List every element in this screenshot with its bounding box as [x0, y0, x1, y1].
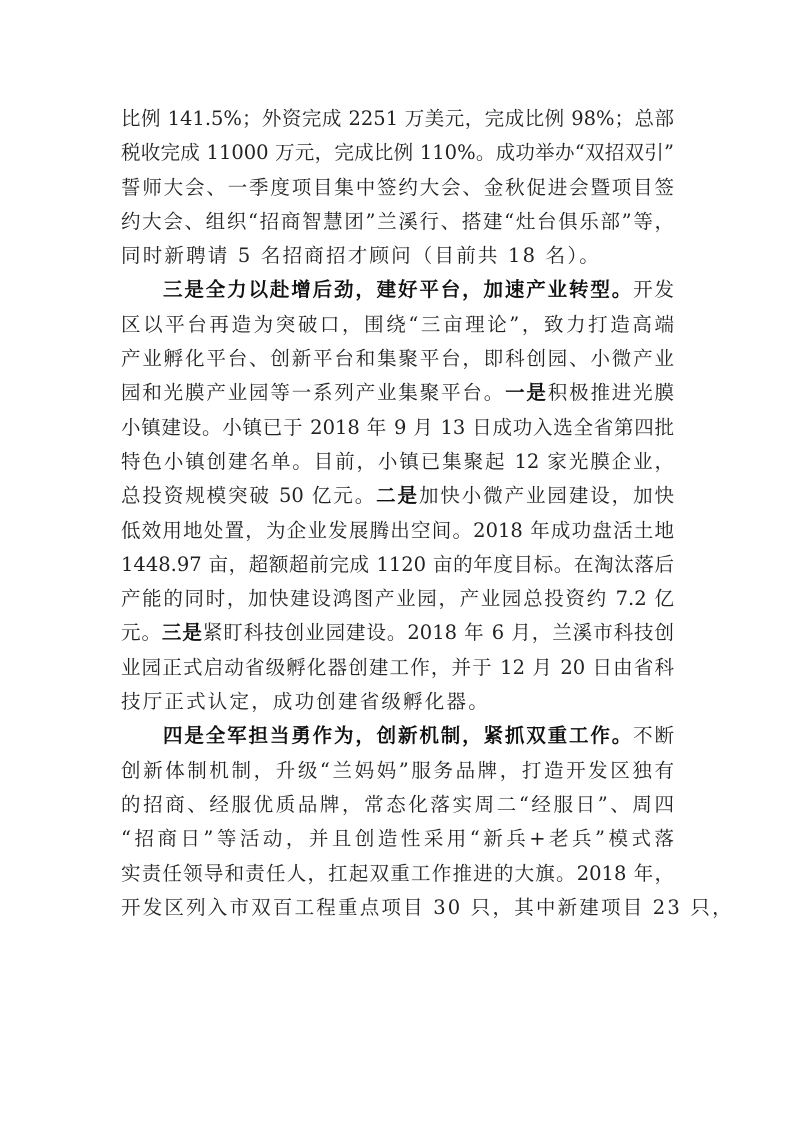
- bold-heading-text: 四是全军担当勇作为，创新机制，紧抓双重工作。: [163, 724, 634, 748]
- body-text: 比例 141.5%；外资完成 2251 万美元，完成比例 98%；总部: [121, 107, 674, 130]
- text-line: [121, 514, 674, 548]
- text-line: [121, 376, 674, 410]
- text-line: [121, 685, 674, 719]
- body-text: 约大会、组织“招商智慧团”兰溪行、搭建“灶台俱乐部”等，: [121, 209, 674, 233]
- text-line: [121, 171, 674, 205]
- body-text: 技厅正式认定，成功创建省级孵化器。: [121, 690, 490, 714]
- text-line: [121, 273, 674, 307]
- text-line: [121, 822, 674, 856]
- document-page: [121, 102, 734, 925]
- body-text: 园和光膜产业园等一系列产业集聚平台。: [121, 381, 506, 405]
- text-line: [121, 719, 674, 753]
- body-text: 誓师大会、一季度项目集中签约大会、金秋促进会暨项目签: [121, 175, 674, 199]
- body-text: 1448.97 亩，超额超前完成 1120 亩的年度目标。在淘汰落后: [121, 552, 674, 576]
- text-line: [121, 651, 674, 685]
- body-text: 特色小镇创建名单。目前，小镇已集聚起 12 家光膜企业，: [121, 449, 674, 473]
- text-line: [121, 239, 674, 273]
- body-text: 区以平台再造为突破口，围绕“三亩理论”，致力打造高端: [121, 312, 674, 336]
- text-line: [121, 308, 674, 342]
- body-text: “招商日”等活动，并且创造性采用“新兵+老兵”模式落: [121, 827, 674, 851]
- text-line: [121, 102, 674, 136]
- bold-heading-text: 三是全力以赴增后劲，建好平台，加速产业转型。: [163, 278, 634, 302]
- text-line: [121, 205, 674, 239]
- body-text: 业园正式启动省级孵化器创建工作，并于 12 月 20 日由省科: [121, 655, 674, 679]
- paragraph: [121, 102, 674, 273]
- body-text: 创新体制机制，升级“兰妈妈”服务品牌，打造开发区独有: [121, 758, 674, 782]
- bold-heading-text: 一是: [505, 381, 548, 405]
- body-text: 紧盯科技创业园建设。2018 年 6 月，兰溪市科技创: [202, 621, 674, 645]
- text-line: [121, 788, 674, 822]
- text-line: [121, 136, 674, 170]
- body-text: 积极推进光膜: [547, 381, 674, 405]
- body-text: 实责任领导和责任人，扛起双重工作推进的大旗。2018 年，: [121, 861, 674, 885]
- body-text: 产业孵化平台、创新平台和集聚平台，即科创园、小微产业: [121, 347, 674, 371]
- body-text: 加快小微产业园建设，加快: [418, 484, 674, 508]
- body-text: 总投资规模突破 50 亿元。: [121, 484, 377, 508]
- bold-heading-text: 二是: [376, 484, 419, 508]
- paragraph: [121, 273, 674, 719]
- body-text: 开发: [633, 278, 674, 302]
- text-line: [121, 857, 674, 891]
- text-line: [121, 616, 674, 650]
- text-line: [121, 342, 674, 376]
- body-text: 同时新聘请 5 名招商招才顾问（目前共 18 名）。: [121, 244, 601, 268]
- paragraph: [121, 719, 734, 925]
- body-text: 税收完成 11000 万元，完成比例 110%。成功举办“双招双引”: [121, 141, 674, 165]
- text-line: [121, 754, 674, 788]
- body-text: 小镇建设。小镇已于 2018 年 9 月 13 日成功入选全省第四批: [121, 415, 674, 439]
- text-line: [121, 548, 674, 582]
- text-line: [121, 445, 674, 479]
- bold-heading-text: 三是: [161, 621, 203, 645]
- body-text: 产能的同时，加快建设鸿图产业园，产业园总投资约 7.2 亿: [121, 587, 674, 611]
- text-line: [121, 891, 734, 925]
- text-line: [121, 411, 674, 445]
- text-line: [121, 582, 674, 616]
- body-text: 低效用地处置，为企业发展腾出空间。2018 年成功盘活土地: [121, 518, 674, 542]
- body-text: 不断: [633, 724, 674, 748]
- body-text: 元。: [121, 621, 162, 645]
- body-text: 开发区列入市双百工程重点项目 30 只，其中新建项目 23 只，: [121, 895, 734, 919]
- text-line: [121, 479, 674, 513]
- body-text: 的招商、经服优质品牌，常态化落实周二“经服日”、周四: [121, 792, 674, 816]
